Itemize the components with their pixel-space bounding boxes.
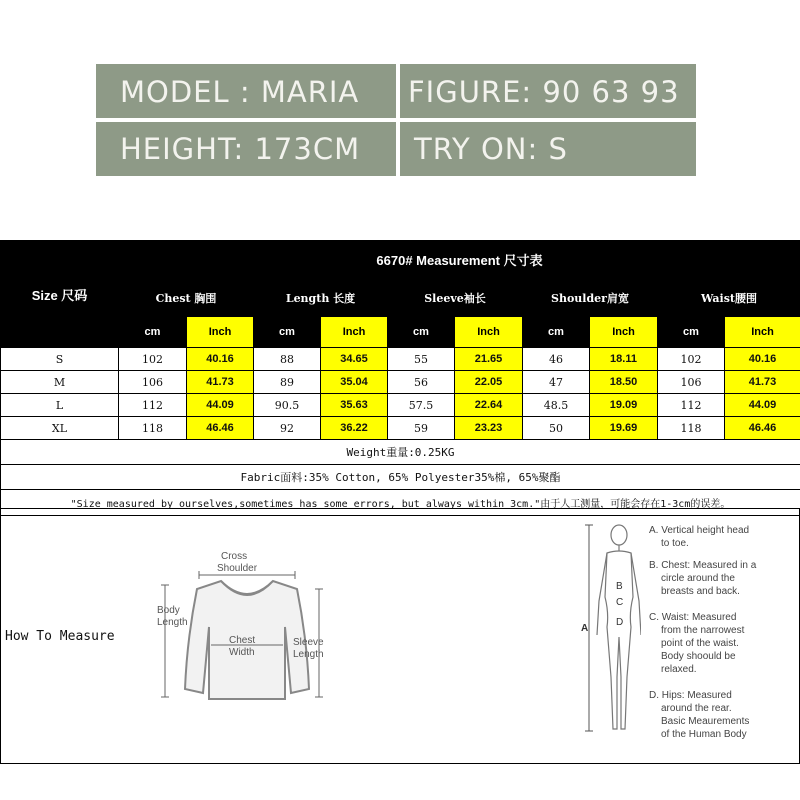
unit-cm: cm bbox=[254, 317, 321, 348]
value-cell: 47 bbox=[523, 371, 590, 394]
size-cell: M bbox=[1, 371, 119, 394]
value-cell: 50 bbox=[523, 417, 590, 440]
note-height: to toe. bbox=[661, 538, 689, 549]
value-cell: 88 bbox=[254, 348, 321, 371]
figure-letter-d: D bbox=[616, 617, 624, 628]
sleeve-length-label: Sleeve bbox=[293, 637, 324, 648]
measurement-disclaimer: "Size measured by ourselves,sometimes has some errors, but always within 3cm."由于人工测量，可能会存在1-3cm的误差。 bbox=[1, 490, 800, 516]
value-cell: 19.69 bbox=[590, 417, 658, 440]
note-waist: point of the waist. bbox=[661, 638, 739, 649]
note-waist: relaxed. bbox=[661, 664, 697, 675]
how-to-measure-section bbox=[0, 508, 800, 764]
column-header-sleeve: Sleeve袖长 bbox=[388, 279, 523, 317]
column-header-chest: Chest 胸围 bbox=[119, 279, 254, 317]
value-cell: 46.46 bbox=[725, 417, 800, 440]
how-to-measure-label: How To Measure bbox=[5, 629, 115, 644]
value-cell: 44.09 bbox=[187, 394, 254, 417]
model-height: HEIGHT: 173CM bbox=[120, 122, 360, 176]
note-hips: D. Hips: Measured bbox=[649, 690, 732, 701]
value-cell: 40.16 bbox=[187, 348, 254, 371]
note-waist: C. Waist: Measured bbox=[649, 612, 737, 623]
unit-cm: cm bbox=[119, 317, 187, 348]
unit-cm: cm bbox=[658, 317, 725, 348]
note-height: A. Vertical height head bbox=[649, 525, 750, 536]
value-cell: 90.5 bbox=[254, 394, 321, 417]
unit-inch: Inch bbox=[590, 317, 658, 348]
value-cell: 22.05 bbox=[455, 371, 523, 394]
value-cell: 46.46 bbox=[187, 417, 254, 440]
value-cell: 41.73 bbox=[725, 371, 800, 394]
unit-cm: cm bbox=[523, 317, 590, 348]
value-cell: 59 bbox=[388, 417, 455, 440]
note-chest: B. Chest: Measured in a bbox=[649, 560, 757, 571]
table-row bbox=[1, 417, 800, 440]
size-cell: S bbox=[1, 348, 119, 371]
value-cell: 102 bbox=[658, 348, 725, 371]
value-cell: 35.04 bbox=[321, 371, 388, 394]
body-length-label: Body bbox=[157, 605, 180, 616]
value-cell: 118 bbox=[119, 417, 187, 440]
figure-letter-b: B bbox=[616, 581, 623, 592]
unit-inch: Inch bbox=[321, 317, 388, 348]
model-figure: FIGURE: 90 63 93 bbox=[408, 64, 680, 120]
chest-width-label: Width bbox=[229, 647, 255, 658]
value-cell: 118 bbox=[658, 417, 725, 440]
note-hips: of the Human Body bbox=[661, 729, 747, 740]
value-cell: 19.09 bbox=[590, 394, 658, 417]
value-cell: 18.11 bbox=[590, 348, 658, 371]
value-cell: 18.50 bbox=[590, 371, 658, 394]
value-cell: 34.65 bbox=[321, 348, 388, 371]
value-cell: 106 bbox=[119, 371, 187, 394]
human-figure-diagram bbox=[581, 517, 641, 747]
value-cell: 21.65 bbox=[455, 348, 523, 371]
fabric-info: Fabric面料:35% Cotton, 65% Polyester35%棉, 65%聚酯 bbox=[1, 465, 800, 490]
model-try-on: TRY ON: S bbox=[414, 122, 568, 176]
value-cell: 35.63 bbox=[321, 394, 388, 417]
value-cell: 112 bbox=[119, 394, 187, 417]
measurement-notes bbox=[647, 521, 797, 751]
note-waist: from the narrowest bbox=[661, 625, 745, 636]
note-chest: circle around the bbox=[661, 573, 735, 584]
value-cell: 48.5 bbox=[523, 394, 590, 417]
unit-inch: Inch bbox=[725, 317, 800, 348]
sweater-diagram bbox=[151, 549, 351, 749]
measurement-table bbox=[0, 240, 800, 516]
table-row bbox=[1, 348, 800, 371]
table-row bbox=[1, 394, 800, 417]
value-cell: 44.09 bbox=[725, 394, 800, 417]
value-cell: 106 bbox=[658, 371, 725, 394]
size-cell: L bbox=[1, 394, 119, 417]
value-cell: 56 bbox=[388, 371, 455, 394]
value-cell: 112 bbox=[658, 394, 725, 417]
table-title: 6670# Measurement 尺寸表 bbox=[119, 241, 800, 279]
note-hips: Basic Meaurements bbox=[661, 716, 750, 727]
size-column-header: Size 尺码 bbox=[1, 241, 119, 348]
note-waist: Body shoould be bbox=[661, 651, 736, 662]
note-chest: breasts and back. bbox=[661, 586, 740, 597]
value-cell: 41.73 bbox=[187, 371, 254, 394]
column-header-length: Length 长度 bbox=[254, 279, 388, 317]
note-hips: around the rear. bbox=[661, 703, 732, 714]
value-cell: 36.22 bbox=[321, 417, 388, 440]
weight-info: Weight重量:0.25KG bbox=[1, 440, 800, 465]
model-name: MODEL : MARIA bbox=[120, 64, 359, 120]
unit-cm: cm bbox=[388, 317, 455, 348]
value-cell: 55 bbox=[388, 348, 455, 371]
cross-shoulder-label: Shoulder bbox=[217, 563, 258, 574]
value-cell: 89 bbox=[254, 371, 321, 394]
figure-letter-c: C bbox=[616, 597, 624, 608]
banner-divider-vertical bbox=[396, 64, 400, 176]
size-cell: XL bbox=[1, 417, 119, 440]
body-length-label: Length bbox=[157, 617, 188, 628]
sleeve-length-label: Length bbox=[293, 649, 324, 660]
unit-inch: Inch bbox=[455, 317, 523, 348]
value-cell: 92 bbox=[254, 417, 321, 440]
value-cell: 40.16 bbox=[725, 348, 800, 371]
model-info-banner bbox=[96, 64, 696, 176]
value-cell: 23.23 bbox=[455, 417, 523, 440]
value-cell: 46 bbox=[523, 348, 590, 371]
value-cell: 22.64 bbox=[455, 394, 523, 417]
figure-letter-a: A bbox=[581, 623, 589, 634]
unit-inch: Inch bbox=[187, 317, 254, 348]
value-cell: 57.5 bbox=[388, 394, 455, 417]
cross-shoulder-label: Cross bbox=[221, 551, 248, 562]
table-row bbox=[1, 371, 800, 394]
column-header-shoulder: Shoulder肩宽 bbox=[523, 279, 658, 317]
chest-width-label: Chest bbox=[229, 635, 256, 646]
column-header-waist: Waist腰围 bbox=[658, 279, 800, 317]
value-cell: 102 bbox=[119, 348, 187, 371]
